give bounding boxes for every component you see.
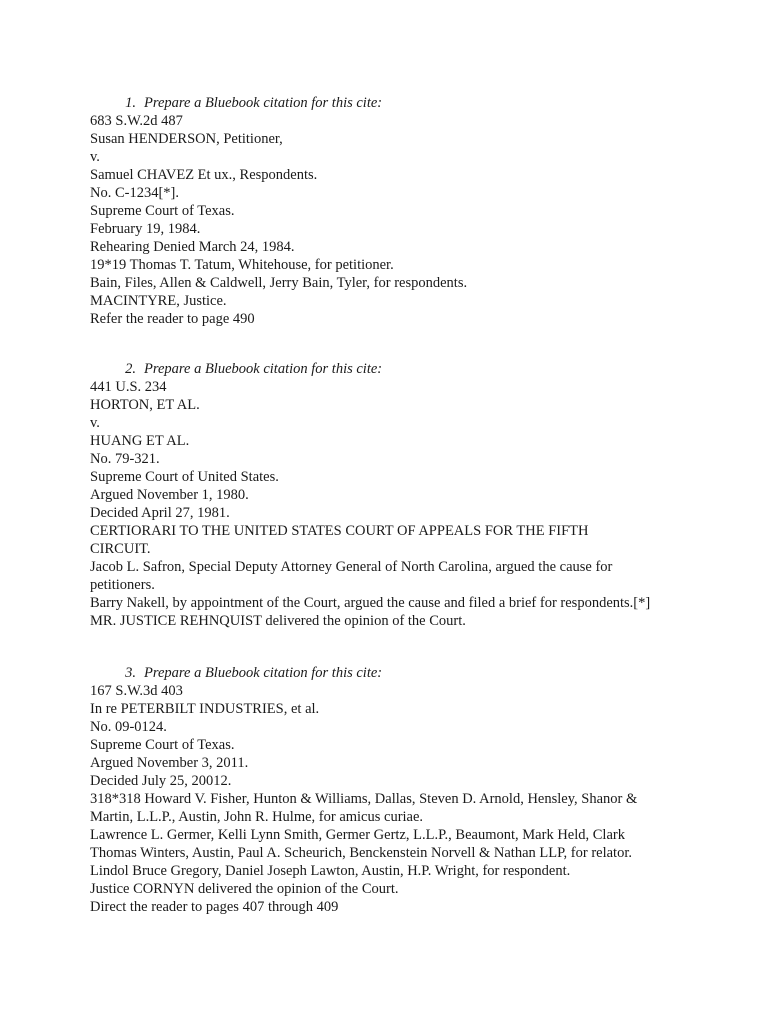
citation-line: Samuel CHAVEZ Et ux., Respondents. xyxy=(90,167,318,183)
citation-line: Bain, Files, Allen & Caldwell, Jerry Bain, Tyler, for respondents. xyxy=(90,275,468,291)
question-2-prompt-text: Prepare a Bluebook citation for this cite: xyxy=(144,361,383,377)
citation-line: 167 S.W.3d 403 xyxy=(90,683,183,699)
citation-line: No. 09-0124. xyxy=(90,719,167,735)
citation-line: Lindol Bruce Gregory, Daniel Joseph Lawton, Austin, H.P. Wright, for respondent. xyxy=(90,863,571,879)
citation-line: HUANG ET AL. xyxy=(90,433,190,449)
citation-line: petitioners. xyxy=(90,577,155,593)
citation-line: v. xyxy=(90,149,100,165)
citation-line: No. 79-321. xyxy=(90,451,160,467)
citation-line: Argued November 3, 2011. xyxy=(90,755,249,771)
question-1-number: 1. xyxy=(125,95,136,111)
citation-line: Supreme Court of Texas. xyxy=(90,737,235,753)
citation-line: Argued November 1, 1980. xyxy=(90,487,249,503)
citation-line: Barry Nakell, by appointment of the Court, argued the cause and filed a brief for respondents.[*] xyxy=(90,595,651,611)
citation-line: 318*318 Howard V. Fisher, Hunton & Williams, Dallas, Steven D. Arnold, Hensley, Shanor & xyxy=(90,791,638,807)
question-1 xyxy=(90,94,690,328)
question-1-prompt-text: Prepare a Bluebook citation for this cite: xyxy=(144,95,383,111)
question-2 xyxy=(90,360,690,630)
question-3-number: 3. xyxy=(125,665,136,681)
citation-line: CERTIORARI TO THE UNITED STATES COURT OF APPEALS FOR THE FIFTH xyxy=(90,523,589,539)
citation-line: 683 S.W.2d 487 xyxy=(90,113,183,129)
question-3-prompt xyxy=(90,664,690,682)
citation-line: 19*19 Thomas T. Tatum, Whitehouse, for petitioner. xyxy=(90,257,394,273)
citation-line: v. xyxy=(90,415,100,431)
citation-line: Justice CORNYN delivered the opinion of the Court. xyxy=(90,881,399,897)
question-3 xyxy=(90,664,690,916)
question-2-number: 2. xyxy=(125,361,136,377)
citation-line: In re PETERBILT INDUSTRIES, et al. xyxy=(90,701,320,717)
citation-line: Jacob L. Safron, Special Deputy Attorney General of North Carolina, argued the cause for xyxy=(90,559,613,575)
citation-line: 441 U.S. 234 xyxy=(90,379,167,395)
citation-line: Susan HENDERSON, Petitioner, xyxy=(90,131,283,147)
citation-line: No. C-1234[*]. xyxy=(90,185,180,201)
citation-line: Supreme Court of United States. xyxy=(90,469,279,485)
citation-line: Lawrence L. Germer, Kelli Lynn Smith, Germer Gertz, L.L.P., Beaumont, Mark Held, Clark xyxy=(90,827,625,843)
citation-line: HORTON, ET AL. xyxy=(90,397,200,413)
citation-line: Refer the reader to page 490 xyxy=(90,311,255,327)
citation-line: Decided April 27, 1981. xyxy=(90,505,230,521)
citation-line: MR. JUSTICE REHNQUIST delivered the opinion of the Court. xyxy=(90,613,466,629)
citation-line: Rehearing Denied March 24, 1984. xyxy=(90,239,295,255)
citation-line: CIRCUIT. xyxy=(90,541,151,557)
question-1-prompt xyxy=(90,94,690,112)
question-3-prompt-text: Prepare a Bluebook citation for this cite: xyxy=(144,665,383,681)
question-2-prompt xyxy=(90,360,690,378)
citation-line: Martin, L.L.P., Austin, John R. Hulme, for amicus curiae. xyxy=(90,809,424,825)
citation-line: MACINTYRE, Justice. xyxy=(90,293,227,309)
citation-line: Thomas Winters, Austin, Paul A. Scheurich, Benckenstein Norvell & Nathan LLP, for relator. xyxy=(90,845,632,861)
citation-line: Supreme Court of Texas. xyxy=(90,203,235,219)
citation-line: February 19, 1984. xyxy=(90,221,201,237)
citation-line: Direct the reader to pages 407 through 409 xyxy=(90,899,339,915)
citation-line: Decided July 25, 20012. xyxy=(90,773,232,789)
